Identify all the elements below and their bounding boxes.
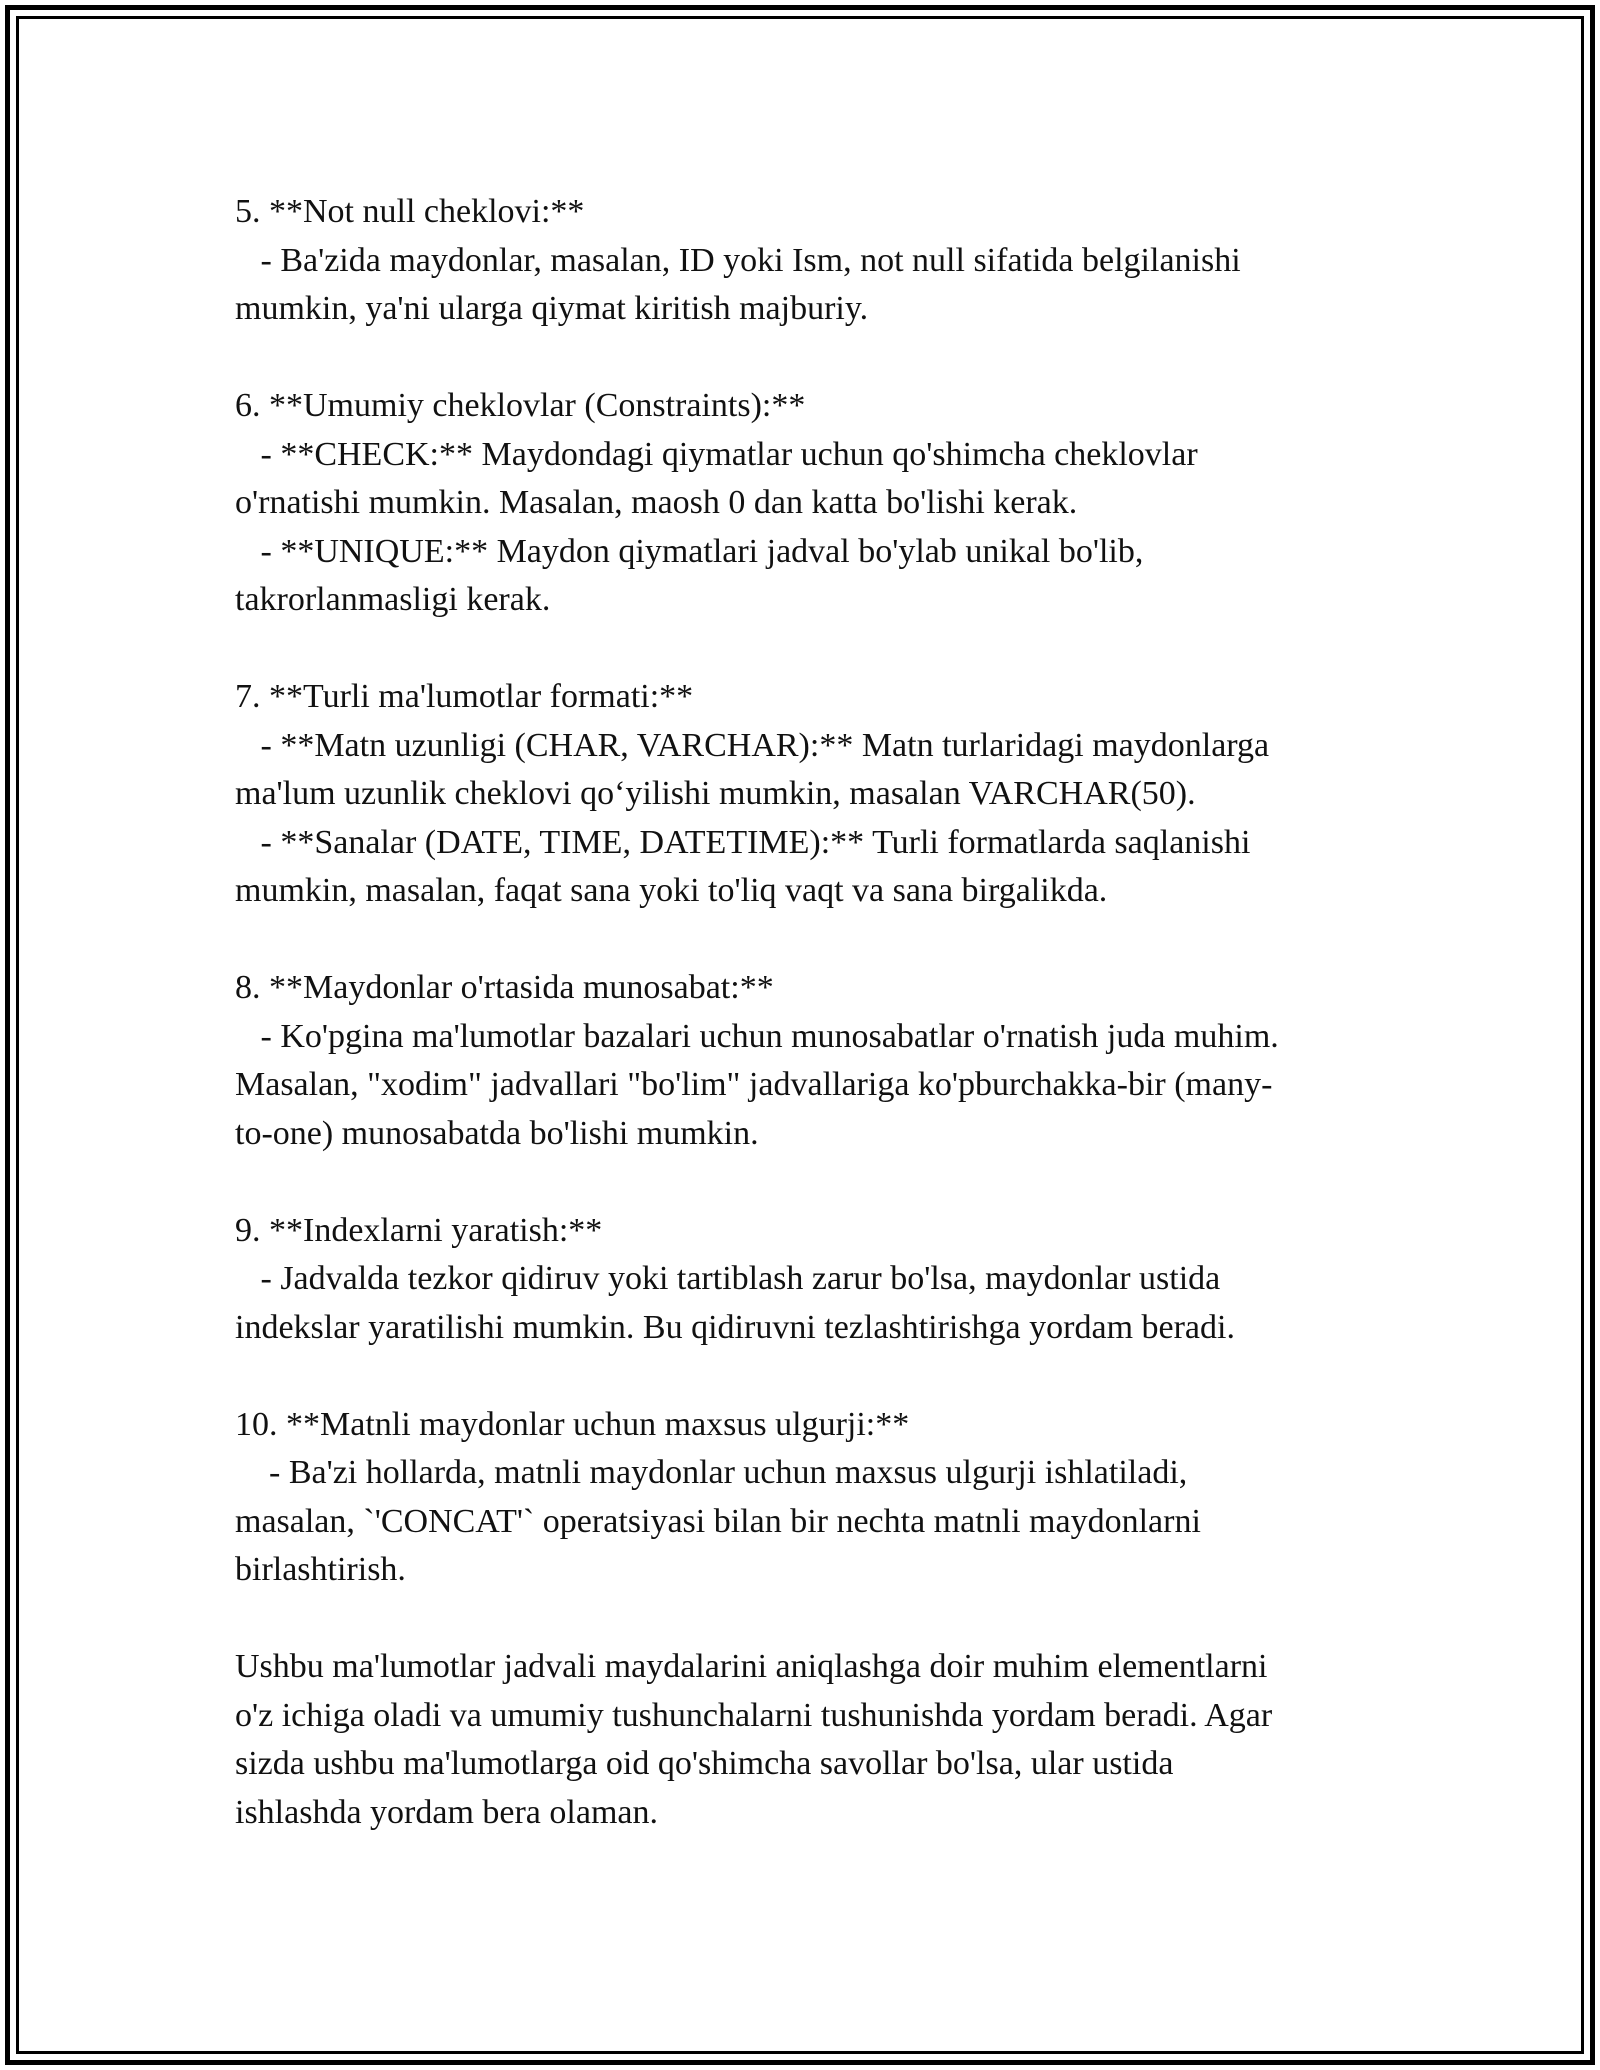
text-line: - Ba'zi hollarda, matnli maydonlar uchun maxsus ulgurji ishlatiladi, — [235, 1454, 1188, 1491]
text-line: ishlashda yordam bera olaman. — [235, 1793, 658, 1831]
section-heading: 9. **Indexlarni yaratish:** — [235, 1211, 603, 1249]
text-line: - Ko'pgina ma'lumotlar bazalari uchun munosabatlar o'rnatish juda muhim. — [235, 1017, 1279, 1055]
section-not-null — [235, 188, 1375, 334]
text-line: - Jadvalda tezkor qidiruv yoki tartiblash zarur bo'lsa, maydonlar ustida — [235, 1260, 1221, 1297]
section-heading: 5. **Not null cheklovi:** — [235, 193, 585, 230]
text-line: o'rnatishi mumkin. Masalan, maosh 0 dan katta bo'lishi kerak. — [235, 484, 1078, 521]
text-line: - **Sanalar (DATE, TIME, DATETIME):** Turli formatlarda saqlanishi — [235, 823, 1251, 861]
section-heading: 7. **Turli ma'lumotlar formati:** — [235, 678, 694, 715]
text-line: birlashtirish. — [235, 1551, 406, 1588]
section-relationships — [235, 964, 1375, 1158]
section-data-formats — [235, 673, 1375, 916]
text-line: - **Matn uzunligi (CHAR, VARCHAR):** Matn turlaridagi maydonlarga — [235, 726, 1270, 764]
document-body — [235, 188, 1375, 1886]
section-heading: 10. **Matnli maydonlar uchun maxsus ulgurji:** — [235, 1405, 910, 1443]
section-indexes — [235, 1207, 1375, 1353]
text-line: masalan, `'CONCAT'` operatsiyasi bilan bir nechta matnli maydonlarni — [235, 1502, 1201, 1540]
text-line: - **UNIQUE:** Maydon qiymatlari jadval bo'ylab unikal bo'lib, — [235, 532, 1144, 570]
text-line: ma'lum uzunlik cheklovi qo‘yilishi mumkin, masalan VARCHAR(50). — [235, 775, 1196, 812]
text-line: Masalan, "xodim" jadvallari "bo'lim" jadvallariga ko'pburchakka-bir (many- — [235, 1066, 1273, 1103]
text-line: o'z ichiga oladi va umumiy tushunchalarni tushunishda yordam beradi. Agar — [235, 1696, 1273, 1734]
text-line: - Ba'zida maydonlar, masalan, ID yoki Ism, not null sifatida belgilanishi — [235, 241, 1241, 279]
section-heading: 6. **Umumiy cheklovlar (Constraints):** — [235, 387, 806, 424]
text-line: sizda ushbu ma'lumotlarga oid qo'shimcha savollar bo'lsa, ular ustida — [235, 1745, 1174, 1782]
text-line: Ushbu ma'lumotlar jadvali maydalarini aniqlashga doir muhim elementlarni — [235, 1648, 1268, 1685]
text-line: mumkin, masalan, faqat sana yoki to'liq vaqt va sana birgalikda. — [235, 872, 1108, 909]
text-line: to-one) munosabatda bo'lishi mumkin. — [235, 1114, 759, 1152]
section-heading: 8. **Maydonlar o'rtasida munosabat:** — [235, 969, 774, 1006]
text-line: indekslar yaratilishi mumkin. Bu qidiruvni tezlashtirishga yordam beradi. — [235, 1308, 1235, 1346]
text-line: takrorlanmasligi kerak. — [235, 581, 551, 618]
text-line: - **CHECK:** Maydondagi qiymatlar uchun qo'shimcha cheklovlar — [235, 435, 1198, 473]
text-line: mumkin, ya'ni ularga qiymat kiritish majburiy. — [235, 290, 869, 327]
closing-paragraph — [235, 1643, 1375, 1837]
section-constraints — [235, 382, 1375, 625]
section-text-fields — [235, 1401, 1375, 1595]
